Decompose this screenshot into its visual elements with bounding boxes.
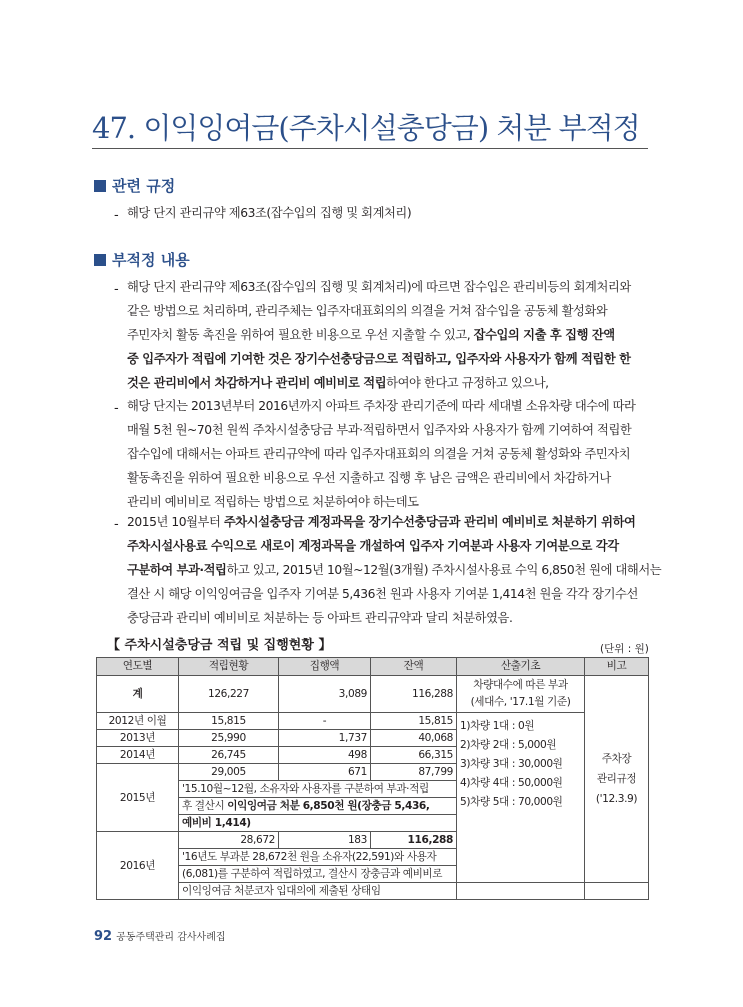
dash-bullet: -: [114, 208, 119, 223]
violation-paragraph-2: 해당 단지는 2013년부터 2016년까지 아파트 주차장 관리기준에 따라 세대별 소유차량 대수에 따라 매월 5천 원~70천 원씩 주차시설충당금 부과·적립하면서 입주자와 사용자가 함께 기여하여 적립한 잡수입에 대해서는 아파트 관리규약에 따라 입주자대표회의 의결을 거쳐 공동체 활성화와 주민자치 활동촉진을 위하여 필요한 비용으로 우선 지출하고 집행 후 남은 금액은 관리비에서 차감하거나 관리비 예비비로 적립하는 방법으로 처분하여야 하는데도: [127, 399, 636, 509]
note-2015-line2: 후 결산시 이익잉여금 처분 6,850천 원(장충금 5,436,: [179, 798, 457, 815]
table-row-total: [97, 676, 649, 713]
table-row-2015: 2015년 29,005 671 87,799: [97, 764, 649, 781]
cell-balance: 116,288: [371, 676, 457, 713]
header-balance: 잔액: [371, 658, 457, 676]
book-title: 공동주택관리 감사사례집: [116, 932, 226, 943]
table-header-row: [97, 658, 649, 676]
table-unit: (단위 : 원): [600, 643, 649, 655]
note-2016-line1: '16년도 부과분 28,672천 원을 소유자(22,591)와 사용자: [179, 849, 457, 866]
note-2016-line3: 이익잉여금 처분코자 입대의에 제출된 상태임: [179, 883, 457, 900]
cell-reserve: 126,227: [179, 676, 279, 713]
header-remark: 비고: [585, 658, 649, 676]
header-reserve: 적립현황: [179, 658, 279, 676]
table-row-2016: 2016년 28,672 183 116,288: [97, 832, 649, 849]
section-heading-regulation: 관련 규정: [94, 175, 175, 196]
table-row: 2014년 26,745 498 66,315: [97, 747, 649, 764]
title-divider: [92, 148, 648, 149]
note-2016-line2: (6,081)를 구분하여 적립하였고, 결산시 장충금과 예비비로: [179, 866, 457, 883]
violation-paragraph-1: 해당 단지 관리규약 제63조(잡수입의 집행 및 회계처리)에 따르면 잡수입은 관리비등의 회계처리와 같은 방법으로 처리하며, 관리주체는 입주자대표회의의 의결을 거쳐 잡수입을 공동체 활성화와 주민자치 활동 촉진을 위하여 필요한 비용으로 우선 지출할 수 있고, 잡수입의 지출 후 집행 잔액 중 입주자가 적립에 기여한 것은 장기수선충당금으로 적립하고, 입주자와 사용자가 함께 적립한 한 것은 관리비에서 차감하거나 관리비 예비비로 적립하여야 한다고 규정하고 있으나,: [127, 280, 631, 390]
dash-bullet: -: [114, 401, 119, 416]
page-number: 92: [94, 929, 113, 944]
table-row: 2013년 25,990 1,737 40,068: [97, 730, 649, 747]
dash-bullet: -: [114, 517, 119, 532]
page-footer: [94, 928, 226, 944]
header-basis: 산출기초: [457, 658, 585, 676]
square-bullet-icon: [94, 254, 106, 266]
note-2015-line3: 예비비 1,414): [179, 815, 457, 832]
cell-spent: 3,089: [279, 676, 371, 713]
dash-bullet: -: [114, 282, 119, 297]
table-caption: 【 주차시설충당금 적립 및 집행현황 】: [107, 638, 332, 653]
header-spent: 집행액: [279, 658, 371, 676]
header-year: 연도별: [97, 658, 179, 676]
note-2015-line1: '15.10월~12월, 소유자와 사용자를 구분하여 부과·적립: [179, 781, 457, 798]
cell-basis: 차량대수에 따른 부과 (세대수, '17.1월 기준): [457, 676, 585, 713]
cell-year: 계: [97, 676, 179, 713]
table-row: 2012년 이월 15,815 - 15,815 1)차량 1대 : 0원 2)차량 2대 : 5,000원 3)차량 3대 : 30,000원 4)차량 4대 : 50,000원 5)차량 5대 : 70,000원: [97, 713, 649, 730]
violation-paragraph-3: 2015년 10월부터 주차시설충당금 계정과목을 장기수선충당금과 관리비 예비비로 처분하기 위하여 주차시설사용료 수익으로 새로이 계정과목을 개설하여 입주자 기여분과 사용자 기여분으로 각각 구분하여 부과·적립하고 있고, 2015년 10월~12월(3개월) 주차시설사용료 수익 6,850천 원에 대해서는 결산 시 해당 이익잉여금을 입주자 기여분 5,436천 원과 사용자 기여분 1,414천 원을 각각 장기수선 충당금과 관리비 예비비로 처분하는 등 아파트 관리규약과 달리 처분하였음.: [127, 515, 662, 625]
reserve-table: [96, 657, 649, 900]
cell-method: 1)차량 1대 : 0원 2)차량 2대 : 5,000원 3)차량 3대 : 30,000원 4)차량 4대 : 50,000원 5)차량 5대 : 70,000원: [457, 713, 585, 883]
regulation-item: 해당 단지 관리규약 제63조(잡수입의 집행 및 회계처리): [127, 206, 412, 220]
section-heading-violation: 부적정 내용: [94, 249, 190, 270]
page-title: 47. 이익잉여금(주차시설충당금) 처분 부적정: [92, 111, 640, 145]
cell-remark: 주차장 관리규정 ('12.3.9): [585, 676, 649, 883]
square-bullet-icon: [94, 180, 106, 192]
